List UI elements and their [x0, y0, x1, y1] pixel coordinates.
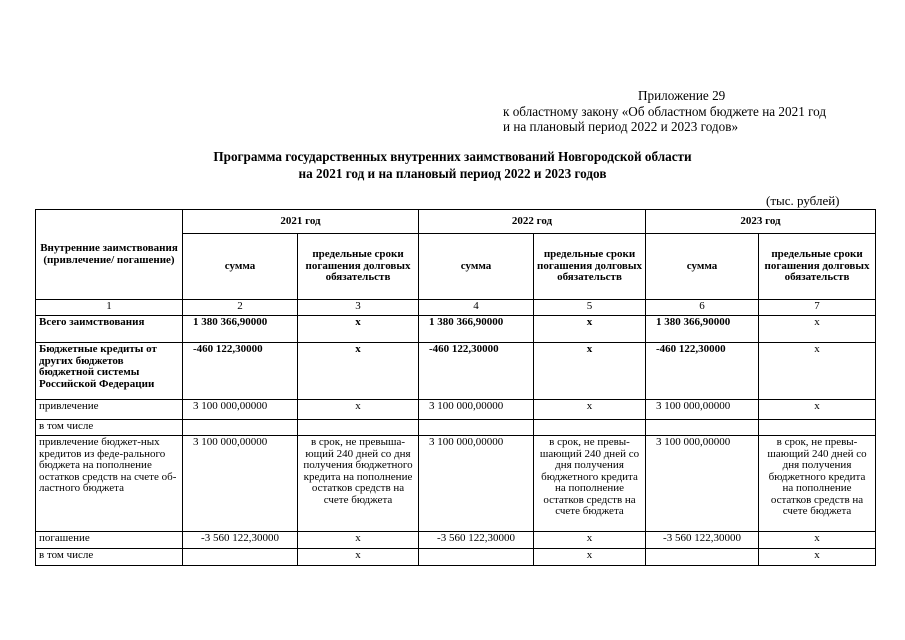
cell-sum-2023: 3 100 000,00000	[646, 436, 759, 532]
cell-deadline-2023: x	[759, 532, 876, 549]
cell-deadline-2021: в срок, не превыша-ющий 240 дней со дня получения бюджетного кредита на пополнение остатков средств на счете бюджета	[298, 436, 419, 532]
cell-empty	[419, 420, 534, 436]
cell-empty	[298, 420, 419, 436]
cell-empty	[534, 420, 646, 436]
header-deadline-2022: предельные сроки погашения долговых обязательств	[534, 234, 646, 300]
row-label: погашение	[36, 532, 183, 549]
title-line-1: Программа государственных внутренних заимствований Новгородской области	[213, 149, 692, 164]
cell-empty	[646, 420, 759, 436]
cell-sum-2023: 1 380 366,90000	[646, 316, 759, 343]
cell-empty	[183, 420, 298, 436]
document-title	[0, 149, 905, 182]
header-sum-2022: сумма	[419, 234, 534, 300]
column-number: 3	[298, 300, 419, 316]
cell-deadline-2022: x	[534, 343, 646, 400]
table-row-budget-credits	[36, 343, 876, 400]
borrowing-program-table	[35, 209, 876, 566]
header-row-years	[36, 210, 876, 234]
cell-empty	[759, 420, 876, 436]
cell-sum-2023: -3 560 122,30000	[646, 532, 759, 549]
header-year-2022: 2022 год	[419, 210, 646, 234]
table-row-total	[36, 316, 876, 343]
cell-deadline-2022: x	[534, 316, 646, 343]
cell-deadline-2021: x	[298, 400, 419, 420]
row-label: в том числе	[36, 420, 183, 436]
cell-deadline-2021: x	[298, 549, 419, 566]
cell-sum-2023	[646, 549, 759, 566]
cell-sum-2021: 3 100 000,00000	[183, 436, 298, 532]
row-label: Всего заимствования	[36, 316, 183, 343]
cell-deadline-2023: в срок, не превы-шающий 240 дней со дня получения бюджетного кредита на пополнение остатков средств на счете бюджета	[759, 436, 876, 532]
units-note: (тыс. рублей)	[766, 193, 840, 208]
cell-deadline-2023: x	[759, 316, 876, 343]
cell-deadline-2022: в срок, не превы-шающий 240 дней со дня получения бюджетного кредита на пополнение остатков средств на счете бюджета	[534, 436, 646, 532]
header-borrowings: Внутренние заимствования (привлечение/ погашение)	[36, 210, 183, 300]
appendix-number: Приложение 29	[638, 88, 726, 103]
row-label: в том числе	[36, 549, 183, 566]
table-row-attraction-detail	[36, 436, 876, 532]
column-number-row	[36, 300, 876, 316]
cell-deadline-2023: x	[759, 549, 876, 566]
table-row-repayment	[36, 532, 876, 549]
header-sum-2023: сумма	[646, 234, 759, 300]
appendix-period-line: и на плановый период 2022 и 2023 годов»	[503, 119, 739, 134]
column-number: 6	[646, 300, 759, 316]
cell-deadline-2021: x	[298, 343, 419, 400]
column-number: 7	[759, 300, 876, 316]
cell-deadline-2021: x	[298, 316, 419, 343]
cell-sum-2022: -3 560 122,30000	[419, 532, 534, 549]
column-number: 1	[36, 300, 183, 316]
cell-deadline-2022: x	[534, 400, 646, 420]
cell-sum-2022: 3 100 000,00000	[419, 400, 534, 420]
row-label: привлечение бюджет-ных кредитов из феде-рального бюджета на пополнение остатков средств на счете об-ластного бюджета	[36, 436, 183, 532]
cell-sum-2021: 1 380 366,90000	[183, 316, 298, 343]
cell-deadline-2023: x	[759, 343, 876, 400]
cell-sum-2022: -460 122,30000	[419, 343, 534, 400]
table-row-including	[36, 420, 876, 436]
column-number: 2	[183, 300, 298, 316]
table-row-attraction	[36, 400, 876, 420]
header-year-2021: 2021 год	[183, 210, 419, 234]
cell-sum-2022	[419, 549, 534, 566]
cell-sum-2022: 1 380 366,90000	[419, 316, 534, 343]
header-sum-2021: сумма	[183, 234, 298, 300]
header-deadline-2021: предельные сроки погашения долговых обязательств	[298, 234, 419, 300]
cell-deadline-2022: x	[534, 532, 646, 549]
cell-sum-2023: 3 100 000,00000	[646, 400, 759, 420]
cell-deadline-2021: x	[298, 532, 419, 549]
cell-deadline-2023: x	[759, 400, 876, 420]
column-number: 4	[419, 300, 534, 316]
cell-sum-2021	[183, 549, 298, 566]
header-year-2023: 2023 год	[646, 210, 876, 234]
appendix-law-line: к областному закону «Об областном бюджете на 2021 год	[503, 103, 827, 119]
appendix-note	[503, 88, 893, 135]
cell-deadline-2022: x	[534, 549, 646, 566]
row-label: Бюджетные кредиты от других бюджетов бюджетной системы Российской Федерации	[36, 343, 183, 400]
cell-sum-2021: 3 100 000,00000	[183, 400, 298, 420]
title-line-2: на 2021 год и на плановый период 2022 и 2023 годов	[298, 165, 607, 181]
column-number: 5	[534, 300, 646, 316]
table-row-including	[36, 549, 876, 566]
cell-sum-2022: 3 100 000,00000	[419, 436, 534, 532]
row-label: привлечение	[36, 400, 183, 420]
cell-sum-2021: -3 560 122,30000	[183, 532, 298, 549]
cell-sum-2023: -460 122,30000	[646, 343, 759, 400]
header-deadline-2023: предельные сроки погашения долговых обязательств	[759, 234, 876, 300]
cell-sum-2021: -460 122,30000	[183, 343, 298, 400]
